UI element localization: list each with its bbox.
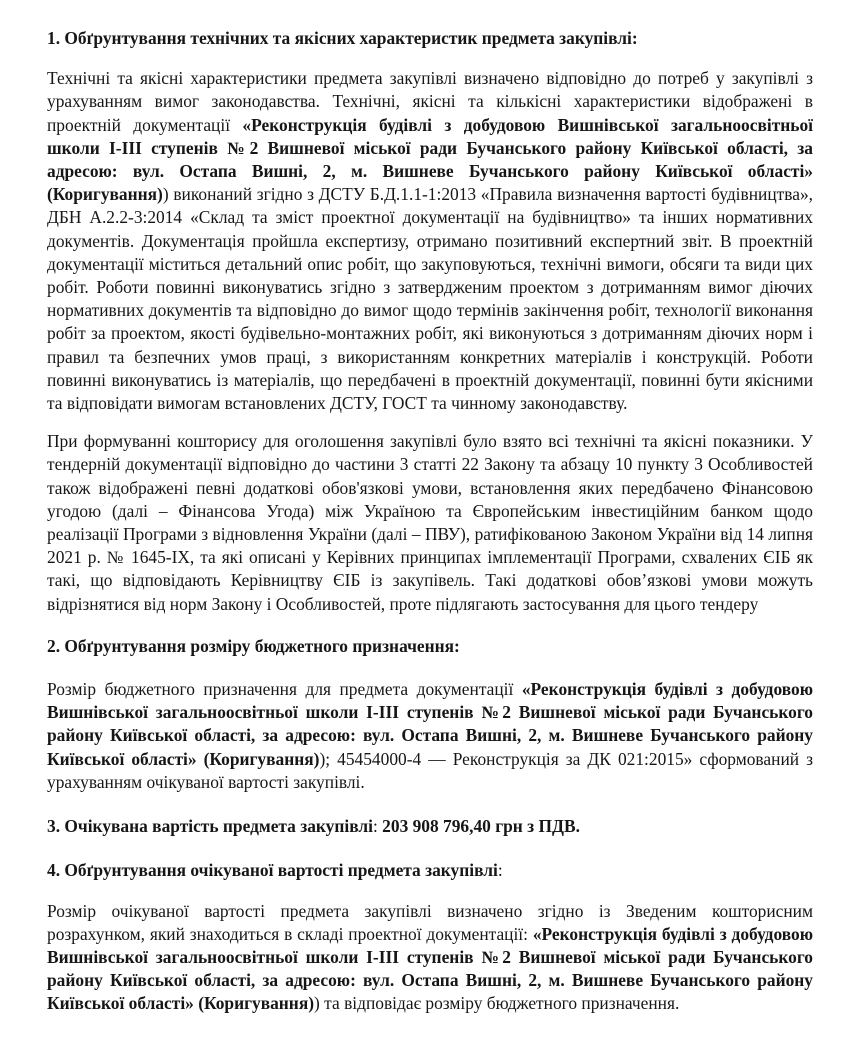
section-1-paragraph-1 xyxy=(47,67,813,415)
section-3-heading xyxy=(47,815,813,838)
expected-cost-value: 203 908 796,40 грн з ПДВ. xyxy=(377,816,580,837)
section-4-heading xyxy=(47,859,813,882)
section-3-label: 3. Очікувана вартість предмета закупівлі xyxy=(47,816,373,837)
section-4-text-intro: Розмір очікуваної вартості предмета закупівлі визначено згідно із Зведеним кошторисним розрахунком, який знаходиться в складі проектної документації: xyxy=(47,900,813,944)
section-1-project-name: «Реконструкція будівлі з добудовою Вишнівської загальноосвітньої школи І-ІІІ ступенів №2 Вишневої міської ради Бучанського району Київської області, за адресою: вул. Остапа Вишні, 2, м. Вишневе Бучанського району Київської області» (Коригування) xyxy=(47,114,813,205)
section-2-project-name: «Реконструкція будівлі з добудовою Вишнівської загальноосвітньої школи І-ІІІ ступенів №2 Вишневої міської ради Бучанського району Київської області, за адресою: вул. Остапа Вишні, 2, м. Вишневе Бучанського району Київської області» (Коригування) xyxy=(47,679,813,769)
section-2-text-body: ); 45454000-4 — Реконструкція за ДК 021:2015» сформований з урахуванням очікуваної вартості закупівлі. xyxy=(47,748,813,792)
section-1-text-intro: Технічні та якісні характеристики предмета закупівлі визначено відповідно до потреб у закупівлі з урахуванням вимог законодавства. Технічні, якісні та кількісні характеристики відображені в проектній документації xyxy=(47,68,813,135)
section-2-text-intro: Розмір бюджетного призначення для предмета документації xyxy=(47,679,522,700)
section-3-colon: : xyxy=(372,816,378,837)
section-1-paragraph-2: При формуванні кошторису для оголошення закупівлі було взято всі технічні та якісні показники. У тендерній документації відповідно до частини 3 статті 22 Закону та абзацу 10 пункту 3 Особливостей також відображені певні додаткові обов'язкові умови, встановлення яких передбачено Фінансовою угодою (далі – Фінансова Угода) між Україною та Європейським інвестиційним банком щодо реалізації Програми з відновлення України (далі – ПВУ), ратифікованою Законом України від 14 липня 2021 р. № 1645-IX, та які описані у Керівних принципах імплементації Програми, схвалених ЄІБ як такі, що відповідають Керівництву ЄІБ із закупівель. Такі додаткові обов’язкові умови можуть відрізнятися від норм Закону і Особливостей, проте підлягають застосування для цього тендеру xyxy=(47,431,813,614)
section-4-text-body: ) та відповідає розміру бюджетного призначення. xyxy=(314,993,680,1014)
section-4-label: 4. Обґрунтування очікуваної вартості предмета закупівлі xyxy=(47,860,498,881)
section-4-paragraph xyxy=(47,900,813,1016)
document-page xyxy=(47,27,813,1016)
section-1-heading: 1. Обґрунтування технічних та якісних характеристик предмета закупівлі: xyxy=(47,28,638,48)
section-1-text-body: ) виконаний згідно з ДСТУ Б.Д.1.1-1:2013 «Правила визначення вартості будівництва», ДБН А.2.2-3:2014 «Склад та зміст проектної документації на будівництво» та інших нормативних документів. Документація пройшла експертизу, отримано позитивний експертний звіт. В проектній документації міститься детальний опис робіт, що закуповуються, технічні вимоги, обсяги та види цих робіт. Роботи повинні виконуватись згідно з затвердженим проектом з дотриманням вимог діючих нормативних документів та відповідно до вимог щодо термінів закінчення робіт, технології виконання робіт за проектом, якості будівельно-монтажних робіт, які виконуються з дотриманням діючих норм і правил та безпечних умов праці, з використанням конкретних матеріалів і конструкцій. Роботи повинні виконуватись із матеріалів, що передбачені в проектній документації, повинні бути якісними та відповідати вимогам встановлених ДСТУ, ГОСТ та чинному законодавству. xyxy=(47,184,813,414)
section-2-paragraph xyxy=(47,678,813,794)
section-4-project-name: «Реконструкція будівлі з добудовою Вишнівської загальноосвітньої школи І-ІІІ ступенів №2 Вишневої міської ради Бучанського району Київської області, за адресою: вул. Остапа Вишні, 2, м. Вишневе Бучанського району Київської області» (Коригування) xyxy=(47,923,813,1014)
section-2-heading: 2. Обґрунтування розміру бюджетного призначення: xyxy=(47,635,460,656)
section-4-colon: : xyxy=(497,860,503,881)
